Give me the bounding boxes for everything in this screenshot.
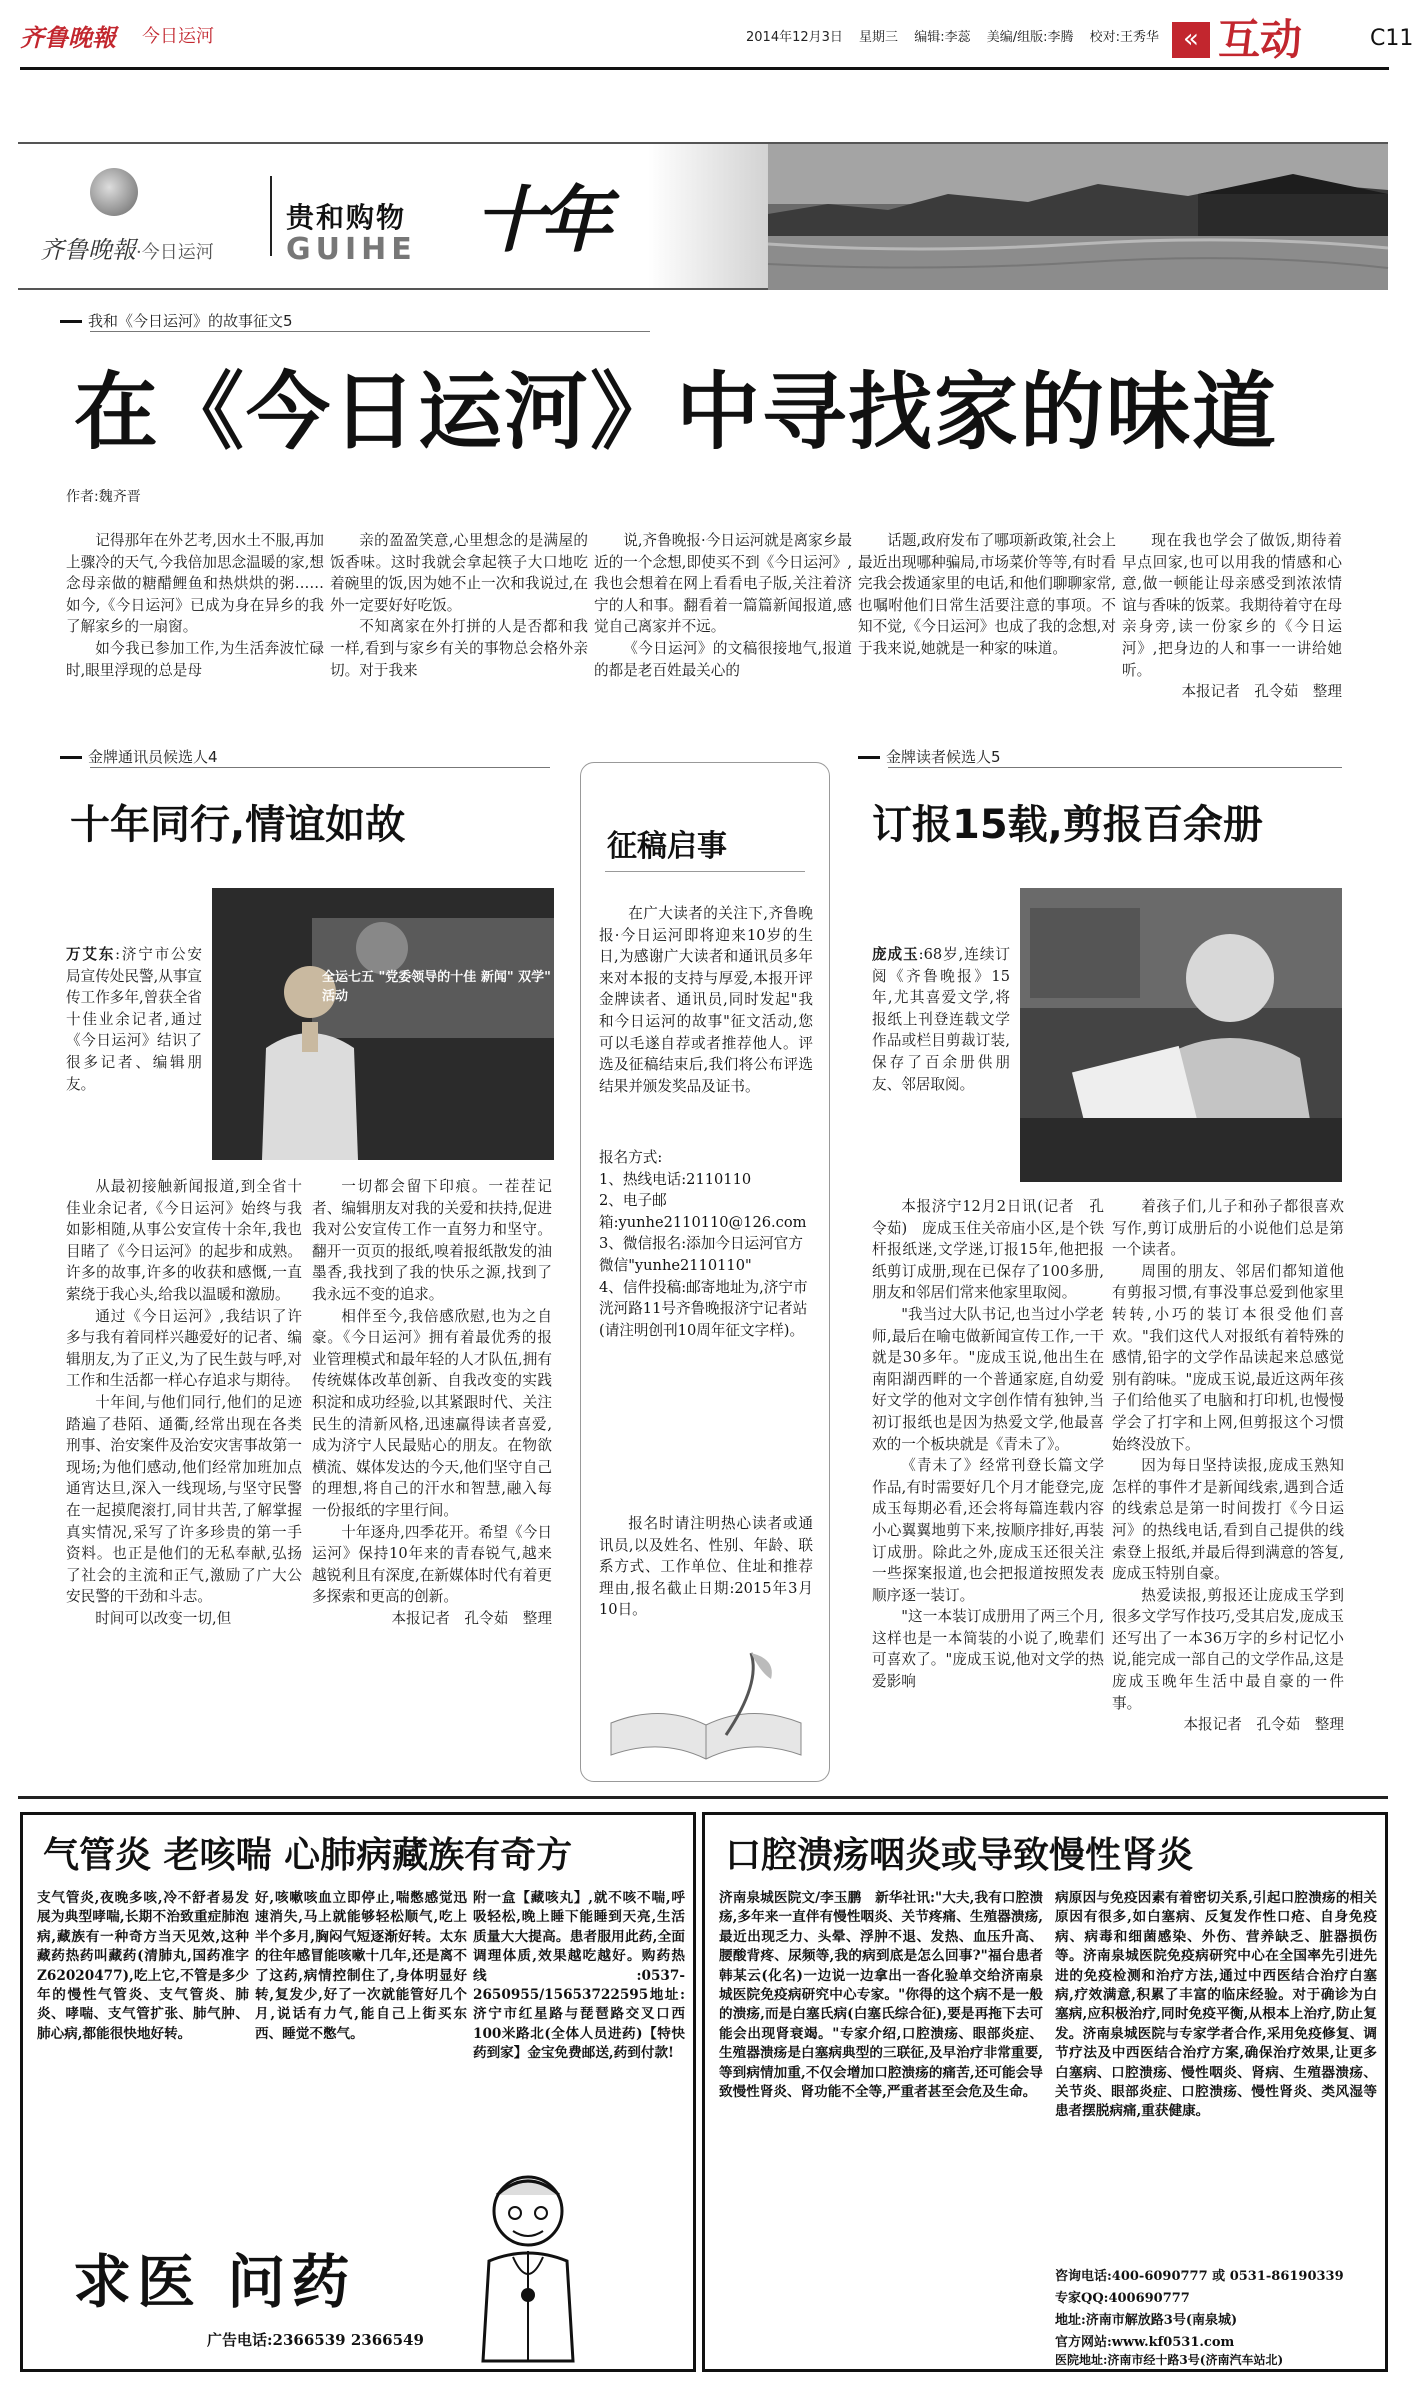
method-wechat: 3、微信报名:添加今日运河官方微信"yunhe2110110" — [599, 1235, 803, 1274]
notice-divider — [605, 871, 805, 872]
method-heading: 报名方式: — [599, 1149, 663, 1166]
ad-hotline: 咨询电话:400-6090777 或 0531-86190339 — [1055, 2269, 1344, 2284]
paragraph: "我当过大队书记,也当过小学老师,最后在喻屯做新闻宣传工作,一干就是30多年。"庞成玉说,他出生在南阳湖西畔的一个普通家庭,自幼爱好文学的他对文字创作情有独钟,当初订报纸也是因为热爱文学,他最喜欢的一个板块就是《青未了》。 — [872, 1305, 1104, 1453]
editor-credit: 编辑:李蕊 — [914, 30, 971, 45]
ad-body-column-3: 附一盒【藏咳丸】,就不咳不喘,呼吸轻松,晚上睡下能睡到天亮,生活质量大大提高。患者服用此药,全面调理体质,效果越吃越好。购药热线:0537-2650955/15653722595地址:济宁市红星路与琵琶路交叉口西100米路北(全体人员进药)【特快药到家】金宝免费邮送,药到付款! — [473, 1890, 685, 2062]
left-article-title: 十年同行,情谊如故 — [70, 802, 406, 848]
method-mail: 4、信件投稿:邮寄地址为,济宁市洸河路11号齐鲁晚报济宁记者站(请注明创刊10周年征文字样)。 — [599, 1278, 808, 1339]
ten-years-calligraphy: 十年 — [474, 177, 607, 262]
paragraph: 不知离家在外打拼的人是否都和我一样,看到与家乡有关的事物总会格外亲切。对于我来 — [330, 618, 588, 679]
paragraph: 热爱读报,剪报还让庞成玉学到很多文学写作技巧,受其启发,庞成玉还写出了一本36万字的乡村记忆小说,能完成一部自己的文学作品,这是庞成玉晚年生活中最自豪的一件事。 — [1112, 1586, 1344, 1712]
right-article-photo — [1020, 888, 1342, 1182]
ad-title: 气管炎 老咳喘 心肺病藏族有奇方 — [43, 1834, 573, 1876]
left-article-caption — [66, 944, 202, 1095]
issue-meta — [746, 26, 1171, 45]
paragraph: 十年间,与他们同行,他们的足迹踏遍了巷陌、通衢,经常出现在各类刑事、治安案件及治安灾害事故第一现场;为他们感动,他们经常加班加点通宵达旦,深入一线现场,与坚守民警在一起摸爬滚打,同甘共苦,了解掌握真实情况,采写了许多珍贵的第一手资料。也正是他们的无私奉献,弘扬了社会的主流和正气,激励了广大公安民警的干劲和斗志。 — [66, 1393, 302, 1606]
paragraph: 相伴至今,我倍感欣慰,也为之自豪。《今日运河》拥有着最优秀的报业管理模式和最年轻的人才队伍,拥有传统媒体改革创新、自我改变的实践积淀和成功经验,以其紧跟时代、关注民生的清新风格,迅速赢得读者喜爱,成为济宁人民最贴心的朋友。在物欲横流、媒体发达的今天,他们坚守自己的理想,将自己的汗水和智慧,融入每一份报纸的字里行间。 — [312, 1307, 552, 1519]
right-article-caption — [872, 944, 1010, 1095]
right-article-tagline: 金牌读者候选人5 — [888, 746, 1342, 768]
signature: 本报记者 孔令茹 整理 — [1181, 683, 1342, 701]
issue-date: 2014年12月3日 — [746, 30, 843, 45]
caption-name: 万艾东 — [66, 946, 116, 963]
ad-section-rule — [18, 1796, 1388, 1799]
paragraph: 着孩子们,儿子和孙子都很喜欢写作,剪订成册后的小说他们总是第一个读者。 — [1112, 1198, 1344, 1259]
officer-photo-illustration — [212, 888, 554, 1160]
method-hotline: 1、热线电话:2110110 — [599, 1170, 752, 1188]
designer-credit: 美编/组版:李腾 — [986, 30, 1074, 45]
paragraph: 一切都会留下印痕。一茬茬记者、编辑朋友对我的关爱和扶持,促进我对公安宣传工作一直努力和坚守。翻开一页页的报纸,嗅着报纸散发的油墨香,我找到了我的快乐之源,找到了我永远不变的追求。 — [312, 1178, 552, 1303]
right-article-column-1 — [872, 1196, 1104, 1772]
ad-title: 口腔溃疡咽炎或导致慢性肾炎 — [725, 1834, 1194, 1876]
main-article-tagline: 我和《今日运河》的故事征文5 — [90, 310, 650, 332]
canal-photo — [768, 144, 1388, 290]
paragraph: 记得那年在外艺考,因水土不服,再加上骤冷的天气,今我倍加思念温暖的家,想念母亲做的糖醋鲤鱼和热烘烘的粥……如今,《今日运河》已成为身在异乡的我了解家乡的一扇窗。 — [66, 532, 324, 636]
caption-text: :68岁,连续订阅《齐鲁晚报》15年,尤其喜爱文学,将报纸上刊登连载文学作品或栏目剪裁订装,保存了百余册供朋友、邻居取阅。 — [872, 946, 1010, 1093]
banner-divider — [270, 176, 272, 256]
main-article-column-3 — [594, 530, 852, 690]
reader-photo-illustration — [1020, 888, 1342, 1182]
paragraph: 十年逐舟,四季花开。希望《今日运河》保持10年来的青春锐气,越来越锐利且有深度,在新媒体时代有着更多探索和更高的创新。 — [312, 1523, 552, 1606]
page-number: C11 — [1370, 26, 1413, 51]
paragraph: 因为每日坚持读报,庞成玉熟知怎样的事件才是新闻线索,遇到合适的线索总是第一时间拨打《今日运河》的热线电话,看到自己提供的线索登上报纸,并最后得到满意的答复,庞成玉特别自豪。 — [1112, 1457, 1344, 1583]
channel-name: 互动 — [1218, 15, 1303, 64]
paragraph: 从最初接触新闻报道,到全省十佳业余记者,《今日运河》始终与我如影相随,从事公安宣传十余年,我也目睹了《今日运河》的起步和成熟。许多的故事,许多的收获和感慨,一直萦绕于我心头,给我以温暖和激励。 — [66, 1178, 302, 1303]
caption-name: 庞成玉 — [872, 946, 919, 963]
main-article-column-2 — [330, 530, 588, 690]
banner-paper-title: 齐鲁晚報 — [40, 236, 136, 264]
left-article-photo — [212, 888, 554, 1160]
sponsor-name-cn: 贵和购物 — [286, 201, 407, 234]
advertisement-oral-ulcer — [702, 1812, 1388, 2372]
main-article-author: 作者:魏齐晋 — [66, 489, 141, 505]
ad-body-column-1: 济南泉城医院文/李玉鹏 新华社讯:"大夫,我有口腔溃疡,多年来一直伴有慢性咽炎、关节疼痛、生殖器溃疡,最近出现乏力、头晕、浮肿不退、发热、血压升高、腰酸背疼、尿频等,我的病到底是怎么回事?"福台患者韩某云(化名)一边说一边拿出一沓化验单交给济南泉城医院免疫病研究中心专家。"你得的这个病不是一般的溃疡,而是白塞氏病(白塞氏综合征),要是再拖下去可能会出现肾衰竭。"专家介绍,口腔溃疡、眼部炎症、生殖器溃疡是白塞病典型的三联征,及早治疗非常重要,等到病情加重,不仅会增加口腔溃疡的痛苦,还可能会导致慢性肾炎、肾功能不全等,严重者甚至会危及生命。 — [719, 1890, 1043, 2101]
signature: 本报记者 孔令茹 整理 — [1183, 1716, 1344, 1734]
paragraph: 话题,政府发布了哪项新政策,社会上最近出现哪种骗局,市场菜价等等,有时看完我会拨通家里的电话,和他们聊聊家常,也嘱咐他们日常生活要注意的事项。不知不觉,《今日运河》也成了我的念想,对于我来说,她就是一种家的味道。 — [858, 532, 1116, 657]
main-article-column-4 — [858, 530, 1116, 690]
paragraph: 现在我也学会了做饭,期待着早点回家,也可以用我的情感和心意,做一顿能让母亲感受到浓浓情谊与香味的饭菜。我期待着守在母亲身旁,读一份家乡的《今日运河》,把身边的人和事一一讲给她听。 — [1122, 532, 1342, 679]
page-header — [20, 12, 1413, 70]
left-article-column-1 — [66, 1176, 302, 1772]
left-article-tagline: 金牌通讯员候选人4 — [90, 746, 550, 768]
caption-text: :济宁市公安局宣传处民警,从事宣传工作多年,曾获全省十佳业余记者,通过《今日运河》结识了很多记者、编辑朋友。 — [66, 946, 202, 1093]
paper-logo: 齐鲁晚報 — [20, 23, 116, 52]
issue-weekday: 星期三 — [859, 30, 899, 45]
double-chevron-left-icon: « — [1172, 22, 1210, 58]
banner-paper-section: ·今日运河 — [136, 242, 214, 263]
paragraph: 《今日运河》的文稿很接地气,报道的都是老百姓最关心的 — [594, 639, 852, 679]
paragraph: 时间可以改变一切,但 — [95, 1609, 232, 1627]
notice-title: 征稿启事 — [607, 829, 727, 864]
paragraph: 本报济宁12月2日讯(记者 孔令茹) 庞成玉住关帝庙小区,是个铁杆报纸迷,文学迷,订报15年,他把报纸剪订成册,现在已保存了100多册,朋友和邻居们常来他家里取阅。 — [872, 1198, 1104, 1302]
ad-website: 官方网站:www.kf0531.com — [1055, 2335, 1235, 2350]
right-article-column-2 — [1112, 1196, 1344, 1772]
ad-slogan: 求医 问药 — [73, 2248, 356, 2316]
paragraph: 《青未了》经常刊登长篇文学作品,有时需要好几个月才能登完,庞成玉每期必看,还会将每篇连载内容小心翼翼地剪下来,按顺序排好,再装订成册。除此之外,庞成玉还很关注一些探案报道,也会把报道按照发表顺序逐一装订。 — [872, 1457, 1104, 1604]
ad-body-column-1: 支气管炎,夜晚多咳,冷不舒者易发展为典型哮喘,长期不治致重症肺泡病,藏族有一种奇方当天见效,这种藏药热药叫藏药(清肺丸,国药准字Z62020477),吃上它,不管是多少年的慢性气管炎、支气管炎、肺炎、哮喘、支气管扩张、肺气肿、肺心病,都能很快地好转。 — [37, 1890, 249, 2042]
photo-banner-text: 全运七五 "党委领导的十佳 新闻" 双学" 活动 — [322, 970, 551, 1004]
paper-emblem-icon — [90, 168, 138, 216]
paragraph: 说,齐鲁晚报·今日运河就是离家乡最近的一个念想,即使买不到《今日运河》,我也会想着在网上看看电子版,关注着济宁的人和事。翻看着一篇篇新闻报道,感觉自己离家并不远。 — [594, 532, 852, 636]
open-book-icon — [601, 1643, 811, 1773]
method-email: 2、电子邮箱:yunhe2110110@126.com — [599, 1192, 807, 1231]
call-for-submissions — [580, 762, 830, 1782]
main-article-title: 在《今日运河》中寻找家的味道 — [74, 363, 1279, 461]
channel-tag — [1172, 12, 1362, 64]
paragraph: "这一本装订成册用了两三个月,这样也是一本简装的小说了,晚辈们可喜欢了。"庞成玉说,他对文学的热爱影响 — [872, 1608, 1104, 1691]
section-name: 今日运河 — [142, 26, 214, 47]
ad-phone: 广告电话:2366539 2366549 — [207, 2331, 424, 2349]
notice-body — [599, 903, 813, 1097]
left-article-column-2 — [312, 1176, 552, 1772]
doctor-illustration-icon — [453, 2161, 603, 2361]
main-article-column-5 — [1122, 530, 1342, 710]
notice-footer: 报名时请注明热心读者或通讯员,以及姓名、性别、年龄、联系方式、工作单位、住址和推荐理由,报名截止日期:2015年3月10日。 — [599, 1515, 813, 1619]
anniversary-banner — [18, 142, 1388, 290]
ad-body-column-2: 病原因与免疫因素有着密切关系,引起口腔溃疡的相关原因有很多,如白塞病、反复发作性口疮、自身免疫病、病毒和细菌感染、外伤、营养缺乏、脏器损伤等。济南泉城医院免疫病研究中心在全国率先引进先进的免疫检测和治疗方法,通过中西医结合治疗白塞病,疗效满意,积累了丰富的临床经验。对于确诊为白塞病,应积极治疗,同时免疫平衡,从根本上治疗,防止复发。济南泉城医院与专家学者合作,采用免疫修复、调节疗法及中西医结合治疗方案,确保治疗效果,让更多白塞病、口腔溃疡、慢性咽炎、肾病、生殖器溃疡、关节炎、眼部炎症、口腔溃疡、慢性肾炎、类风湿等患者摆脱病痛,重获健康。 — [1055, 1890, 1377, 2120]
right-article-title: 订报15载,剪报百余册 — [872, 802, 1263, 848]
paragraph: 如今我已参加工作,为生活奔波忙碌时,眼里浮现的总是母 — [66, 639, 324, 679]
paragraph: 在广大读者的关注下,齐鲁晚报·今日运河即将迎来10岁的生日,为感谢广大读者和通讯员多年来对本报的支持与厚爱,本报开评金牌读者、通讯员,同时发起"我和今日运河的故事"征文活动,您可以毛遂自荐或者推荐他人。评选及征稿结束后,我们将公布评选结果并颁发奖品及证书。 — [599, 905, 813, 1095]
banner-paper-name — [40, 230, 214, 265]
sponsor-name-en: GUIHE — [286, 232, 417, 267]
paragraph: 周围的朋友、邻居们都知道他有剪报习惯,有事没事总爱到他家里转转,小巧的装订本很受他们喜欢。"我们这代人对报纸有着特殊的感情,铅字的文学作品读起来总感觉别有韵味。"庞成玉说,最近这两年孩子们给他买了电脑和打印机,也慢慢学会了打字和上网,但剪报这个习惯始终没放下。 — [1112, 1262, 1344, 1453]
ad-address: 地址:济南市解放路3号(南泉城) — [1055, 2313, 1238, 2328]
ad-body-column-2: 好,咳嗽咳血立即停止,喘憋感觉迅速消失,马上就能够轻松顺气,吃上半个多月,胸闷气短逐渐好转。太东的往年感冒能咳嗽十几年,还是离不了这药,病情控制住了,身体明显好转,复发少,好了一次就能管好几个月,说话有力气,能自己上街买东西、睡觉不憋气。 — [255, 1890, 467, 2042]
signature: 本报记者 孔令茹 整理 — [391, 1609, 552, 1627]
ad-qq: 专家QQ:400690777 — [1055, 2291, 1190, 2306]
proofreader-credit: 校对:王秀华 — [1089, 30, 1160, 45]
paragraph: 通过《今日运河》,我结识了许多与我有着同样兴趣爱好的记者、编辑朋友,为了正义,为了民生鼓与呼,对工作和生活都一样心存追求与期待。 — [66, 1307, 302, 1390]
notice-methods — [599, 1147, 813, 1341]
main-article-column-1 — [66, 530, 324, 690]
ad-hospital-address: 医院地址:济南市经十路3号(济南汽车站北) — [1055, 2353, 1284, 2367]
advertisement-bronchitis — [20, 1812, 696, 2372]
paragraph: 亲的盈盈笑意,心里想念的是满屋的饭香味。这时我就会拿起筷子大口地吃着碗里的饭,因为她不止一次和我说过,在外一定要好好吃饭。 — [330, 532, 588, 614]
